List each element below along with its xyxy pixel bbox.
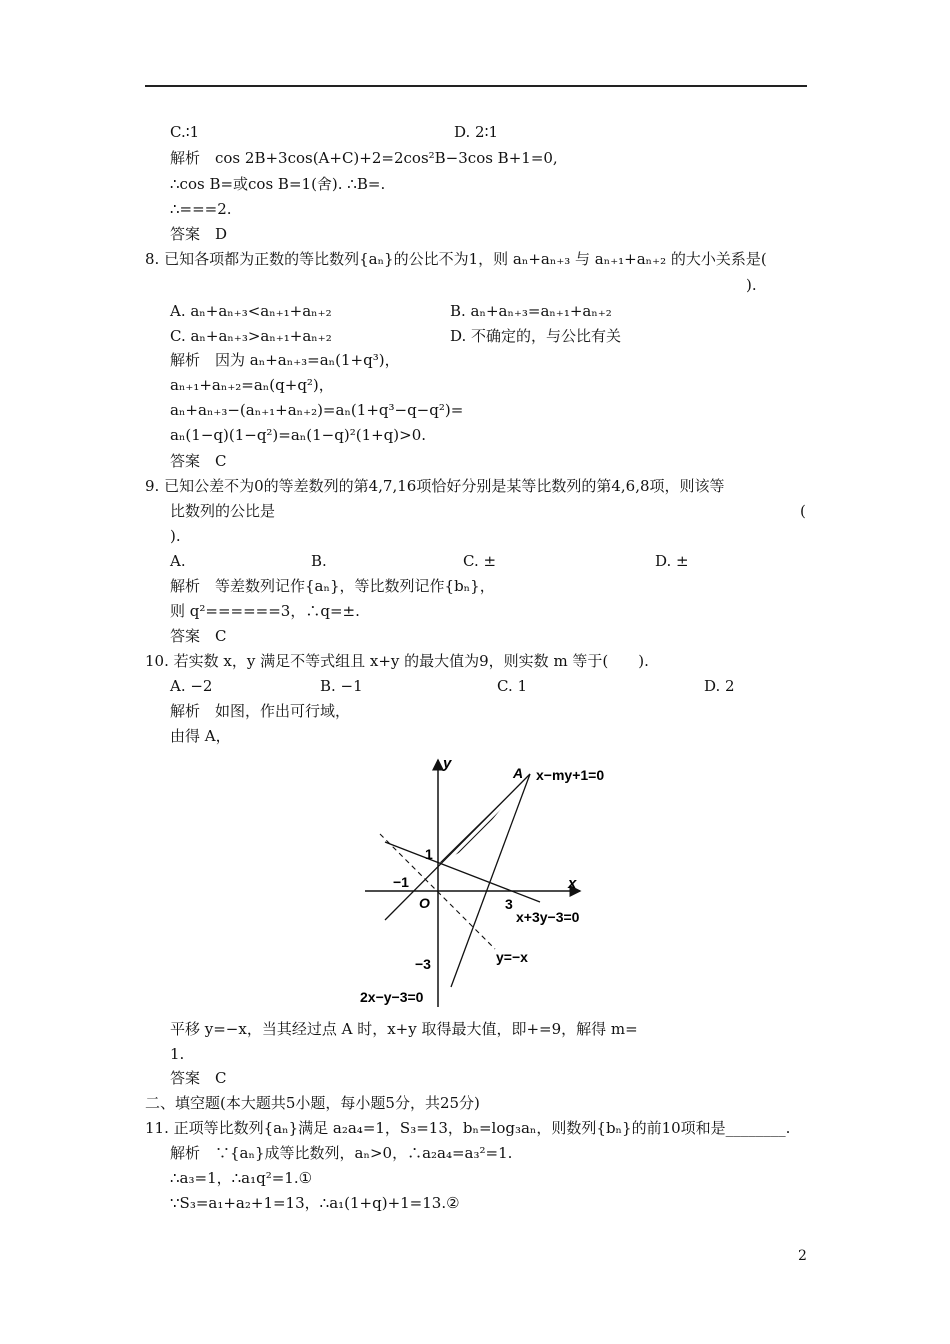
page-number: 2 [798, 1248, 807, 1264]
q7-option-d: D. 2∶1 [454, 123, 499, 141]
q8-stem-2: ). [746, 276, 757, 294]
q8-stem-1: 8. 已知各项都为正数的等比数列{aₙ}的公比不为1，则 aₙ+aₙ₊₃ 与 aₙ₊₁+aₙ₊₂ 的大小关系是( [145, 250, 767, 268]
q8-option-a: A. aₙ+aₙ₊₃<aₙ₊₁+aₙ₊₂ [170, 302, 332, 320]
line-x-3y-3 [385, 842, 540, 902]
label-y-axis: y [443, 755, 452, 772]
q8-option-b: B. aₙ+aₙ₊₃=aₙ₊₁+aₙ₊₂ [450, 302, 612, 320]
q10-answer: 答案 C [170, 1069, 227, 1087]
q10-analysis-2: 由得 A， [170, 727, 231, 745]
label-tick-x-3: 3 [505, 896, 513, 912]
q7-analysis-3: ∴===2. [170, 200, 232, 218]
q10-option-a: A. −2 [170, 677, 213, 695]
q9-stem-3: ). [170, 527, 181, 545]
q8-analysis-2: aₙ₊₁+aₙ₊₂=aₙ(q+q²)， [170, 376, 334, 394]
q8-analysis-3: aₙ+aₙ₊₃−(aₙ₊₁+aₙ₊₂)=aₙ(1+q³−q−q²)= [170, 401, 464, 419]
label-line-1: x−my+1=0 [536, 767, 605, 783]
section-2-heading: 二、填空题(本大题共5小题，每小题5分，共25分) [145, 1094, 480, 1112]
q10-analysis-1: 解析 如图，作出可行域， [170, 702, 351, 720]
q10-analysis-3: 平移 y=−x，当其经过点 A 时，x+y 取得最大值，即+=9，解得 m= [170, 1020, 638, 1038]
q11-analysis-1: 解析 ∵{aₙ}成等比数列，aₙ>0，∴a₂a₄=a₃²=1. [170, 1144, 513, 1162]
feasible-region-figure [355, 752, 630, 1014]
q9-option-a: A. [170, 552, 186, 570]
q8-option-c: C. aₙ+aₙ₊₃>aₙ₊₁+aₙ₊₂ [170, 327, 332, 345]
label-line-3: y=−x [496, 949, 528, 965]
q9-stem-1: 9. 已知公差不为0的等差数列的第4,7,16项恰好分别是某等比数列的第4,6,8项，则该等 [145, 477, 725, 495]
label-x-axis: x [568, 875, 577, 892]
q9-answer: 答案 C [170, 627, 227, 645]
label-point-a: A [513, 765, 524, 781]
q10-option-c: C. 1 [497, 677, 528, 695]
q8-analysis-4: aₙ(1−q)(1−q²)=aₙ(1−q)²(1+q)>0. [170, 426, 427, 444]
q8-answer: 答案 C [170, 452, 227, 470]
q9-analysis-1: 解析 等差数列记作{aₙ}，等比数列记作{bₙ}， [170, 577, 495, 595]
q9-stem-paren: ( [800, 502, 806, 520]
q7-option-c: C.∶1 [170, 123, 200, 141]
q7-answer: 答案 D [170, 225, 228, 243]
q10-option-b: B. −1 [320, 677, 363, 695]
q10-option-d: D. 2 [704, 677, 735, 695]
header-rule [145, 85, 807, 87]
q7-analysis-2: ∴cos B=或cos B=1(舍). ∴B=. [170, 175, 386, 193]
q9-analysis-2: 则 q²======3，∴q=±. [170, 602, 360, 620]
q10-analysis-4: 1. [170, 1045, 185, 1063]
q8-analysis-1: 解析 因为 aₙ+aₙ₊₃=aₙ(1+q³)， [170, 351, 400, 369]
q11-analysis-3: ∵S₃=a₁+a₂+1=13，∴a₁(1+q)+1=13.② [170, 1194, 460, 1212]
label-tick-y-1: 1 [425, 846, 433, 862]
q11-stem: 11. 正项等比数列{aₙ}满足 a₂a₄=1，S₃=13，bₙ=log₃aₙ，则数列{bₙ}的前10项和是________. [145, 1119, 791, 1137]
label-line-2: x+3y−3=0 [516, 909, 580, 925]
label-tick-y-neg3: −3 [415, 956, 431, 972]
label-tick-x-neg1: −1 [393, 874, 409, 890]
q7-analysis-1: 解析 cos 2B+3cos(A+C)+2=2cos²B−3cos B+1=0, [170, 149, 558, 167]
q10-stem: 10. 若实数 x，y 满足不等式组且 x+y 的最大值为9，则实数 m 等于( ). [145, 652, 649, 670]
label-origin: O [419, 895, 430, 911]
q9-option-c: C. ± [463, 552, 497, 570]
q9-option-d: D. ± [655, 552, 689, 570]
q11-analysis-2: ∴a₃=1，∴a₁q²=1.① [170, 1169, 313, 1187]
q9-option-b: B. [311, 552, 327, 570]
label-line-4: 2x−y−3=0 [360, 989, 424, 1005]
q9-stem-2: 比数列的公比是 [170, 502, 276, 520]
q8-option-d: D. 不确定的，与公比有关 [450, 327, 622, 345]
